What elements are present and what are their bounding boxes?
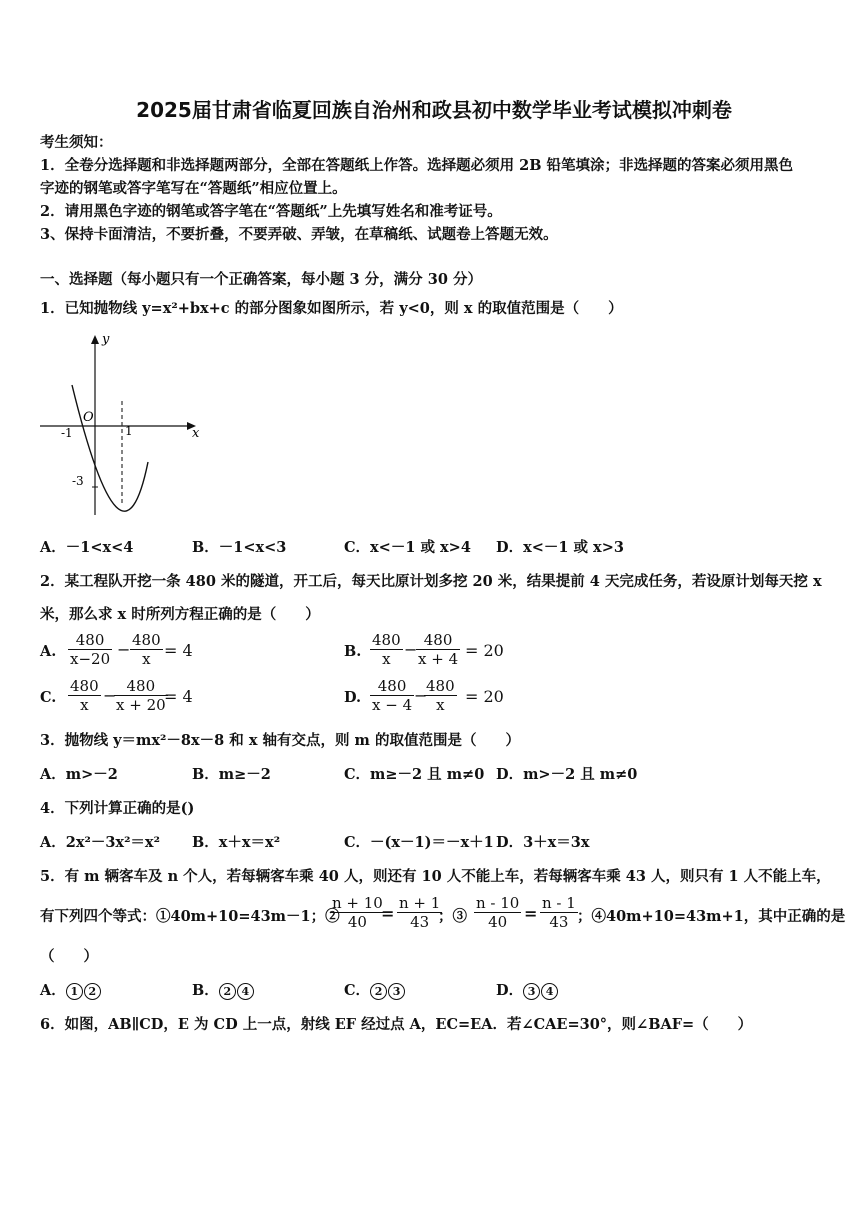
- q5-separator: ；③: [438, 908, 467, 925]
- x-label-1: 1: [125, 424, 133, 438]
- q6-stem: 6．如图，AB∥CD，E 为 CD 上一点，射线 EF 经过点 A，EC=EA．若∠CAE=30°，则∠BAF=（ ）: [40, 1016, 753, 1033]
- x-axis-label: x: [192, 426, 200, 441]
- q1-parabola-graph: [38, 325, 203, 520]
- q5-stem: 5．有 m 辆客车及 n 个人，若每辆客车乘 40 人，则还有 10 人不能上车，若每辆客车乘 43 人，则只有 1 人不能上车，: [40, 868, 831, 885]
- q5-line2-start: 有下列四个等式：①40m+10=43m－1；②: [40, 908, 340, 925]
- q5-option-c: C． 2 3: [344, 979, 406, 1000]
- q5-answer-paren: （ ）: [40, 948, 98, 965]
- circled-number: 4: [237, 983, 254, 1000]
- q2-stem-line-2: 米，那么求 x 时所列方程正确的是（ ）: [40, 606, 320, 623]
- y-axis-arrow: [91, 335, 99, 344]
- notice-line-3: 2．请用黑色字迹的钢笔或答字笔在“答题纸”上先填写姓名和准考证号。: [40, 203, 502, 220]
- circled-number: 4: [541, 983, 558, 1000]
- q5-fraction-4: $\frac{n - 1}{43}$: [542, 894, 576, 931]
- q3-option-a: A．m>－2: [40, 766, 118, 783]
- q2-b-rhs: = 20: [465, 641, 504, 660]
- q5-line2-end: ；④40m+10=43m+1，其中正确的是: [577, 908, 846, 925]
- notice-line-1: 1．全卷分选择题和非选择题两部分，全部在答题纸上作答。选择题必须用 2B 铅笔填涂；非选择题的答案必须用黑色: [40, 157, 794, 174]
- q4-option-c: C．－(x－1)＝－x＋1: [344, 834, 494, 851]
- q2-d-fraction-2: $\frac{480}{x}$: [426, 677, 455, 714]
- q5-option-a: A． 1 2: [40, 979, 102, 1000]
- q1-option-b: B．－1<x<3: [192, 539, 287, 556]
- q2-b-fraction-2: $\frac{480}{x + 4}$: [418, 631, 459, 668]
- q2-d-rhs: = 20: [465, 687, 504, 706]
- q4-option-d: D．3＋x＝3x: [496, 834, 590, 851]
- q3-stem: 3．抛物线 y＝mx²－8x－8 和 x 轴有交点，则 m 的取值范围是（ ）: [40, 732, 520, 749]
- q1-option-c: C．x<－1 或 x>4: [344, 539, 471, 556]
- section-heading: 一、选择题（每小题只有一个正确答案，每小题 3 分，满分 30 分）: [40, 271, 482, 288]
- q2-a-rhs: = 4: [164, 641, 193, 660]
- q1-option-a: A．－1<x<4: [40, 539, 134, 556]
- circled-number: 2: [84, 983, 101, 1000]
- q5-option-d: D． 3 4: [496, 979, 559, 1000]
- y-label-neg3: -3: [72, 474, 84, 488]
- q2-d-fraction-1: $\frac{480}{x - 4}$: [372, 677, 413, 714]
- q2-a-fraction-1: $\frac{480}{x-20}$: [70, 631, 111, 668]
- x-label-neg1: -1: [61, 426, 73, 440]
- parabola-curve: [72, 385, 148, 511]
- q2-option-d-label: D.: [344, 689, 362, 706]
- notice-heading: 考生须知：: [40, 134, 113, 151]
- q5-fraction-1: $\frac{n + 10}{40}$: [332, 894, 383, 931]
- circled-number: 2: [370, 983, 387, 1000]
- q2-option-a-label: A.: [40, 643, 57, 660]
- q5-option-b: B． 2 4: [192, 979, 255, 1000]
- notice-line-4: 3、保持卡面清洁，不要折叠，不要弄破、弄皱，在草稿纸、试题卷上答题无效。: [40, 226, 558, 243]
- origin-label: O: [83, 410, 94, 425]
- circled-number: 3: [523, 983, 540, 1000]
- q2-c-fraction-2: $\frac{480}{x + 20}$: [116, 677, 166, 714]
- q2-stem-line-1: 2．某工程队开挖一条 480 米的隧道，开工后，每天比原计划多挖 20 米，结果提前 4 天完成任务，若设原计划每天挖 x: [40, 573, 822, 590]
- q2-b-minus: −: [404, 640, 418, 659]
- q2-d-minus: −: [414, 686, 428, 705]
- y-axis-label: y: [102, 332, 110, 347]
- q2-a-minus: −: [117, 640, 131, 659]
- circled-number: 3: [388, 983, 405, 1000]
- q3-option-d: D．m>－2 且 m≠0: [496, 766, 638, 783]
- q3-option-b: B．m≥－2: [192, 766, 271, 783]
- q4-option-b: B．x＋x＝x²: [192, 834, 281, 851]
- q5-equals-2: =: [524, 904, 538, 923]
- circled-number: 1: [66, 983, 83, 1000]
- q2-option-b-label: B.: [344, 643, 362, 660]
- q4-option-a: A．2x²－3x²＝x²: [40, 834, 160, 851]
- q5-fraction-2: $\frac{n + 1}{43}$: [399, 894, 441, 931]
- q3-option-c: C．m≥－2 且 m≠0: [344, 766, 485, 783]
- q2-c-rhs: = 4: [164, 687, 193, 706]
- circled-number: 2: [219, 983, 236, 1000]
- q2-option-c-label: C.: [40, 689, 57, 706]
- q2-c-fraction-1: $\frac{480}{x}$: [70, 677, 99, 714]
- q2-c-minus: −: [103, 686, 117, 705]
- q5-equals-1: =: [381, 904, 395, 923]
- q5-fraction-3: $\frac{n - 10}{40}$: [476, 894, 520, 931]
- q4-stem: 4．下列计算正确的是(): [40, 800, 195, 817]
- q1-stem: 1．已知抛物线 y=x²+bx+c 的部分图象如图所示，若 y<0，则 x 的取值范围是（ ）: [40, 300, 623, 317]
- q2-b-fraction-1: $\frac{480}{x}$: [372, 631, 401, 668]
- notice-line-2: 字迹的钢笔或答字笔写在“答题纸”相应位置上。: [40, 180, 347, 197]
- q2-a-fraction-2: $\frac{480}{x}$: [132, 631, 161, 668]
- page-title: 2025届甘肃省临夏回族自治州和政县初中数学毕业考试模拟冲刺卷: [136, 98, 732, 122]
- q1-option-d: D．x<－1 或 x>3: [496, 539, 624, 556]
